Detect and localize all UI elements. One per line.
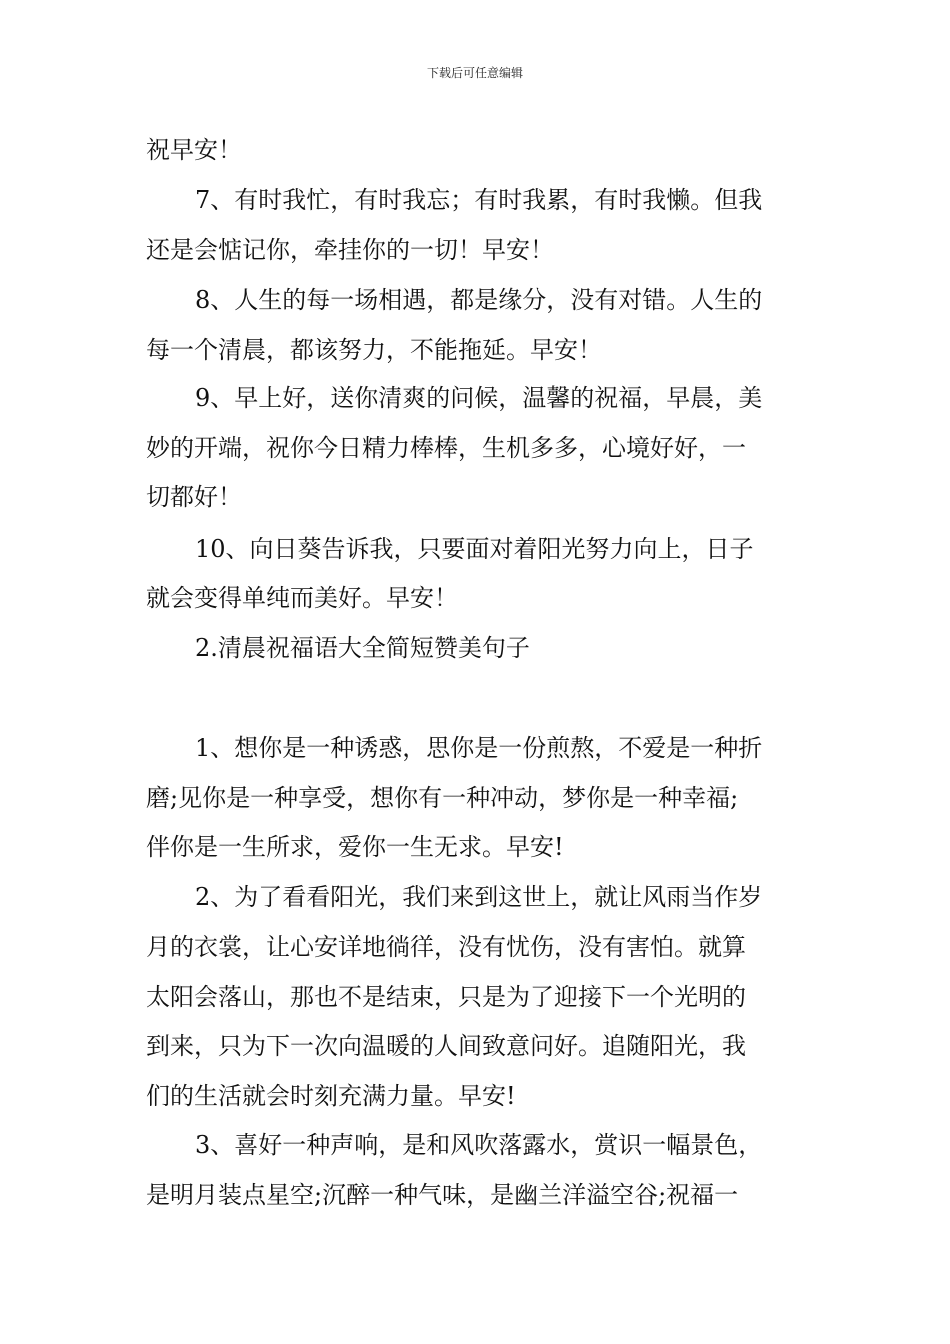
text-line: 是明月装点星空;沉醉一种气味，是幽兰洋溢空谷;祝福一 [146, 1181, 739, 1209]
text-line: 3、喜好一种声响，是和风吹落露水，赏识一幅景色， [195, 1131, 763, 1159]
text-line: 伴你是一生所求，爱你一生无求。早安! [146, 833, 564, 861]
text-line: 还是会惦记你，牵挂你的一切！早安！ [146, 236, 554, 264]
text-line: 磨;见你是一种享受，想你有一种冲动，梦你是一种幸福; [146, 784, 739, 812]
text-line: 每一个清晨，都该努力，不能拖延。早安！ [146, 336, 602, 364]
page-header: 下载后可任意编辑 [426, 66, 523, 80]
text-line: 10、向日葵告诉我，只要面对着阳光努力向上，日子 [195, 535, 754, 563]
text-line: 9、早上好，送你清爽的问候，温馨的祝福，早晨，美 [195, 384, 763, 412]
text-line: 太阳会落山，那也不是结束，只是为了迎接下一个光明的 [146, 983, 746, 1011]
text-line: 就会变得单纯而美好。早安！ [146, 584, 458, 612]
section-heading: 2.清晨祝福语大全简短赞美句子 [195, 634, 530, 662]
text-line: 切都好！ [146, 483, 242, 511]
text-line: 到来，只为下一次向温暖的人间致意问好。追随阳光，我 [146, 1032, 746, 1060]
text-line: 8、人生的每一场相遇，都是缘分，没有对错。人生的 [195, 286, 763, 314]
text-line: 7、有时我忙，有时我忘；有时我累，有时我懒。但我 [195, 186, 763, 214]
text-line: 月的衣裳，让心安详地徜徉，没有忧伤，没有害怕。就算 [146, 933, 746, 961]
text-line: 祝早安！ [146, 136, 242, 164]
text-line: 2、为了看看阳光，我们来到这世上，就让风雨当作岁 [195, 883, 763, 911]
text-line: 妙的开端，祝你今日精力棒棒，生机多多，心境好好，一 [146, 434, 746, 462]
text-line: 们的生活就会时刻充满力量。早安! [146, 1082, 516, 1110]
text-line: 1、想你是一种诱惑，思你是一份煎熬，不爱是一种折 [195, 734, 763, 762]
